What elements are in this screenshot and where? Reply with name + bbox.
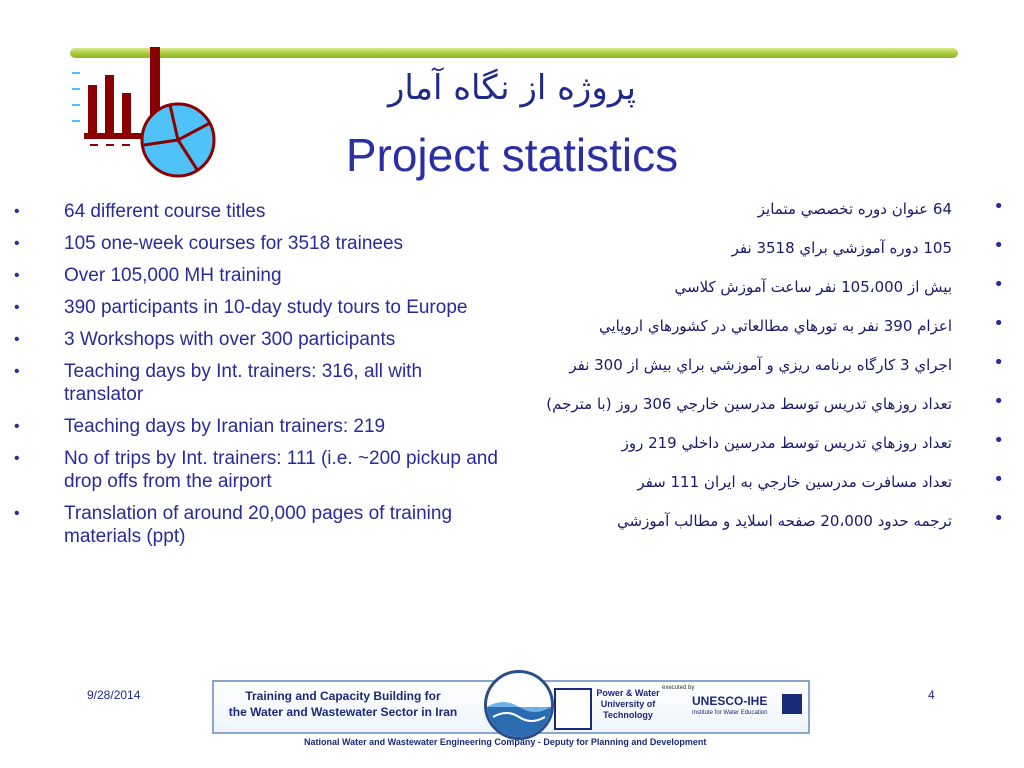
bullet-marker: • [14,363,20,380]
power-water-university-label [592,688,664,721]
bullet-marker: • [14,203,20,220]
bullet-text: 105 دوره آموزشي براي 3518 نفر [731,239,952,257]
english-bullet-list [14,200,504,557]
bullet-text: Teaching days by Iranian trainers: 219 [64,416,386,437]
unesco-temple-icon [782,694,802,714]
bullet-marker: • [993,391,1004,412]
page-title-persian: پروژه از نگاه آمار [387,68,636,108]
bullet-marker: • [14,450,20,467]
bullet-marker: • [14,505,20,522]
unesco-ihe-label: UNESCO-IHE [692,694,768,708]
executed-by-label: executed by [662,685,695,691]
list-item [490,195,1010,223]
bullet-marker: • [14,299,20,316]
bullet-text: تعداد روزهاي تدريس توسط مدرسين خارجي 306 روز (با مترجم) [546,395,952,413]
list-item [490,234,1010,262]
list-item [14,328,504,351]
banner-title-line2: the Water and Wastewater Sector in Iran [228,705,458,719]
bullet-marker: • [14,418,20,435]
bullet-text: تعداد مسافرت مدرسين خارجي به ايران 111 سفر [637,473,952,491]
bullet-marker: • [14,267,20,284]
list-item [490,429,1010,457]
bullet-marker: • [993,235,1004,256]
bullet-marker: • [993,313,1004,334]
power-water-university-logo-icon [554,688,592,730]
bullet-text: اجراي 3 كارگاه برنامه ريزي و آموزشي براي بيش از 300 نفر [569,356,952,374]
bullet-text: بيش از 105،000 نفر ساعت آموزش كلاسي [674,278,952,296]
bullet-marker: • [14,331,20,348]
water-company-emblem-icon [484,670,554,740]
bullet-marker: • [993,508,1004,529]
unesco-ihe-subtitle: Institute for Water Education [692,710,768,716]
list-item [14,200,504,223]
list-item [490,273,1010,301]
bullet-text: 105 one-week courses for 3518 trainees [64,233,404,254]
list-item [490,507,1010,535]
banner-title-line1: Training and Capacity Building for [245,689,441,703]
pw-line1: Power & Water [596,688,660,698]
bullet-text: No of trips by Int. trainers: 111 (i.e. ~200 pickup and drop offs from the airport [64,448,498,492]
bullet-text: 3 Workshops with over 300 participants [64,329,396,350]
bullet-marker: • [993,274,1004,295]
list-item [14,296,504,319]
bullet-marker: • [993,430,1004,451]
footer-organization: National Water and Wastewater Engineering Company - Deputy for Planning and Development [304,737,707,747]
bullet-marker: • [14,235,20,252]
list-item [490,390,1010,418]
bullet-marker: • [993,196,1004,217]
list-item [490,351,1010,379]
bullet-text: ترجمه حدود 20،000 صفحه اسلايد و مطالب آموزشي [617,512,952,530]
list-item [14,232,504,255]
bullet-text: 64 عنوان دوره تخصصي متمايز [757,200,952,218]
bullet-marker: • [993,352,1004,373]
bullet-text: Translation of around 20,000 pages of training materials (ppt) [64,503,453,547]
list-item [490,312,1010,340]
bullet-text: 64 different course titles [64,201,266,222]
bullet-text: Over 105,000 MH training [64,265,282,286]
bullet-text: 390 participants in 10-day study tours to Europe [64,297,468,318]
list-item [14,447,504,493]
list-item [14,264,504,287]
list-item [14,415,504,438]
pw-line2: University of Technology [600,699,656,720]
project-banner [212,680,810,734]
bullet-text: تعداد روزهاي تدريس توسط مدرسين داخلي 219 روز [621,434,952,452]
slide-date: 9/28/2014 [87,688,141,702]
page-number: 4 [928,688,935,702]
list-item [490,468,1010,496]
banner-title [214,688,472,720]
page-title: Project statistics [345,129,679,181]
list-item [14,502,504,548]
bullet-text: Teaching days by Int. trainers: 316, all with translator [64,361,423,405]
list-item [14,360,504,406]
bullet-text: اعزام 390 نفر به تورهاي مطالعاتي در كشورهاي اروپايي [599,317,952,335]
bullet-marker: • [993,469,1004,490]
persian-bullet-list [490,195,1010,546]
